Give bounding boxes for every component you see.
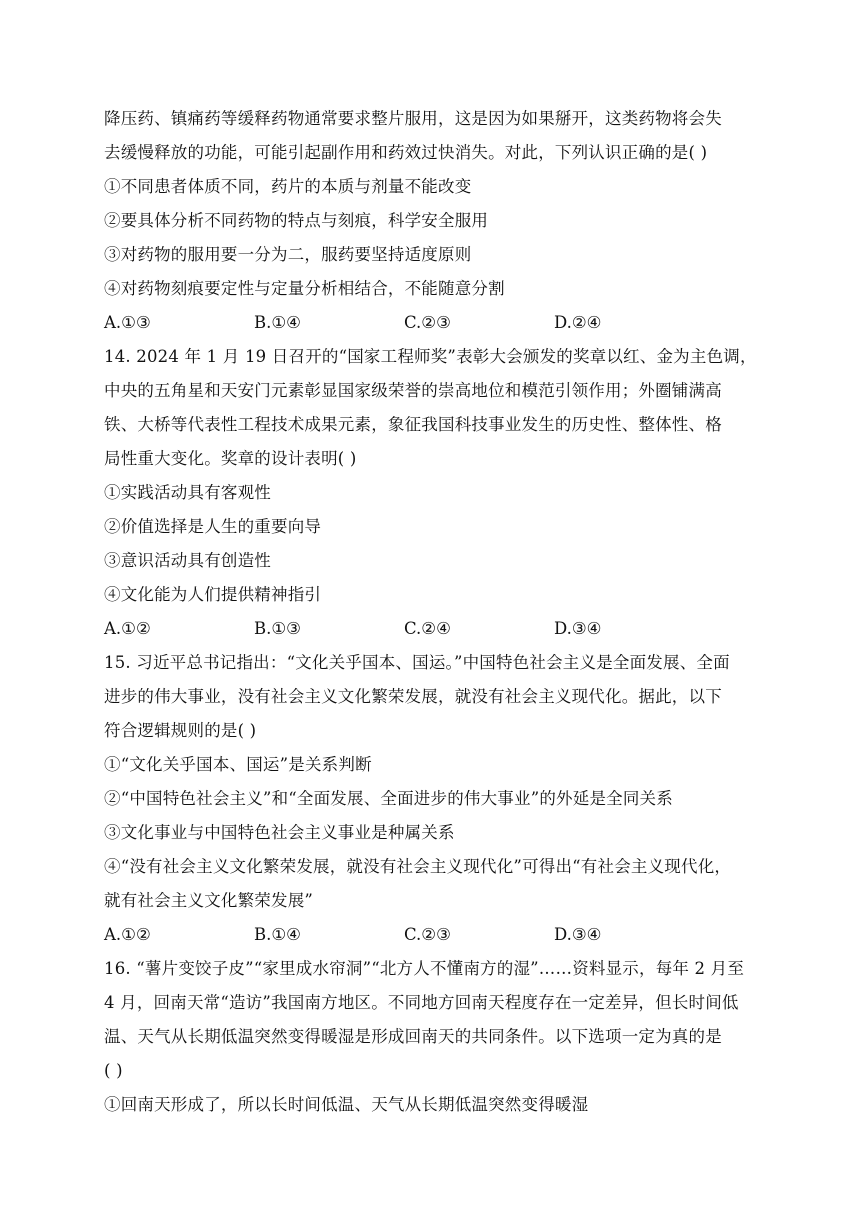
question-stem-line: 局性重大变化。奖章的设计表明( ): [104, 449, 357, 468]
statement-item: ②“中国特色社会主义”和“全面发展、全面进步的伟大事业”的外延是全同关系: [104, 789, 673, 808]
question-stem-line: 铁、大桥等代表性工程技术成果元素，象征我国科技事业发生的历史性、整体性、格: [104, 415, 722, 434]
statement-item: 就有社会主义文化繁荣发展”: [104, 891, 314, 910]
option-d: D.②④: [554, 313, 602, 332]
option-b: B.①④: [254, 925, 301, 944]
option-b: B.①④: [254, 313, 301, 332]
statement-item: ③文化事业与中国特色社会主义事业是种属关系: [104, 823, 455, 842]
statement-item: ②要具体分析不同药物的特点与刻痕，科学安全服用: [104, 211, 489, 230]
option-d: D.③④: [554, 925, 602, 944]
question-13: [104, 102, 764, 340]
option-c: C.②④: [404, 619, 451, 638]
question-stem-line: 中央的五角星和天安门元素彰显国家级荣誉的崇高地位和模范引领作用；外圈铺满高: [104, 381, 722, 400]
option-a: A.①②: [104, 619, 151, 638]
question-stem-line: 降压药、镇痛药等缓释药物通常要求整片服用，这是因为如果掰开，这类药物将会失: [104, 109, 722, 128]
option-a: A.①③: [104, 313, 151, 332]
question-stem-line: 15. 习近平总书记指出：“文化关乎国本、国运。”中国特色社会主义是全面发展、全面: [104, 653, 730, 672]
statement-item: ④对药物刻痕要定性与定量分析相结合，不能随意分割: [104, 279, 505, 298]
option-a: A.①②: [104, 925, 151, 944]
statement-item: ①回南天形成了，所以长时间低温、天气从长期低温突然变得暖湿: [104, 1095, 589, 1114]
statement-item: ④“没有社会主义文化繁荣发展，就没有社会主义现代化”可得出“有社会主义现代化，: [104, 857, 732, 876]
question-stem-line: 温、天气从长期低温突然变得暖湿是形成回南天的共同条件。以下选项一定为真的是: [104, 1027, 722, 1046]
question-stem-line: 去缓慢释放的功能，可能引起副作用和药效过快消失。对此，下列认识正确的是( ): [104, 143, 708, 162]
statement-item: ①不同患者体质不同，药片的本质与剂量不能改变: [104, 177, 472, 196]
option-d: D.③④: [554, 619, 602, 638]
question-stem-line: 16. “薯片变饺子皮”“家里成水帘洞”“北方人不懂南方的湿”……资料显示，每年 2 月至: [104, 959, 745, 978]
question-14: [104, 340, 764, 646]
option-b: B.①③: [254, 619, 301, 638]
question-stem-line: 符合逻辑规则的是( ): [104, 721, 257, 740]
option-c: C.②③: [404, 313, 451, 332]
question-stem-line: ( ): [104, 1061, 123, 1080]
answer-options: [104, 306, 764, 340]
answer-options: [104, 612, 764, 646]
question-16: [104, 952, 764, 1122]
statement-item: ③意识活动具有创造性: [104, 551, 271, 570]
option-c: C.②③: [404, 925, 451, 944]
question-15: [104, 646, 764, 952]
statement-item: ①“文化关乎国本、国运”是关系判断: [104, 755, 372, 774]
statement-item: ③对药物的服用要一分为二，服药要坚持适度原则: [104, 245, 472, 264]
statement-item: ②价值选择是人生的重要向导: [104, 517, 322, 536]
answer-options: [104, 918, 764, 952]
question-stem-line: 14. 2024 年 1 月 19 日召开的“国家工程师奖”表彰大会颁发的奖章以红、金为主色调，: [104, 347, 757, 366]
statement-item: ①实践活动具有客观性: [104, 483, 271, 502]
question-stem-line: 进步的伟大事业，没有社会主义文化繁荣发展，就没有社会主义现代化。据此，以下: [104, 687, 722, 706]
statement-item: ④文化能为人们提供精神指引: [104, 585, 322, 604]
question-stem-line: 4 月，回南天常“造访”我国南方地区。不同地方回南天程度存在一定差异，但长时间低: [104, 993, 739, 1012]
